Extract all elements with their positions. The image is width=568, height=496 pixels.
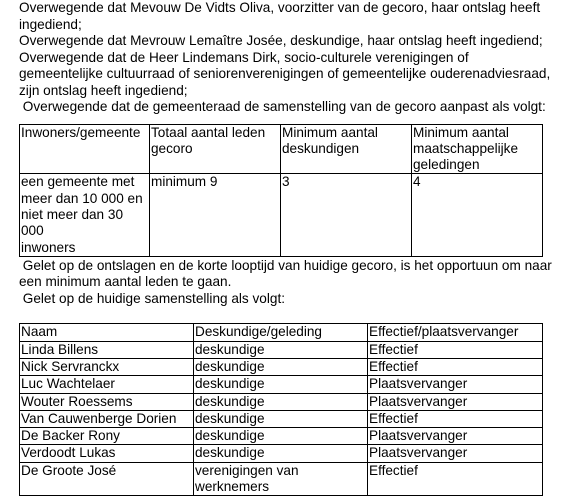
table-row — [20, 358, 543, 375]
intro-line: Overwegende dat de Heer Lindemans Dirk, socio-culturele verenigingen of — [19, 49, 469, 65]
member-status: Effectief — [368, 410, 543, 427]
table-row — [20, 376, 543, 393]
table-header-row — [20, 124, 543, 174]
header-text: Totaal aantal leden — [151, 124, 266, 140]
intro-line: zijn ontslag heeft ingediend; — [19, 82, 188, 98]
member-role: deskundige — [194, 428, 368, 445]
member-name: Linda Billens — [20, 341, 194, 358]
member-role: deskundige — [194, 445, 368, 462]
header-cell — [150, 124, 281, 174]
intro-line: Overwegende dat Mevrouw Lemaître Josée, deskundige, haar ontslag heeft ingediend; — [19, 33, 543, 48]
header-cell: Effectief/plaatsvervanger — [368, 324, 543, 341]
member-role: deskundige — [194, 376, 368, 393]
member-role: deskundige — [194, 358, 368, 375]
table-cell — [20, 174, 150, 256]
cell-text: minimum 9 — [151, 174, 218, 190]
intro-line: Overwegende dat Mevouw De Vidts Oliva, voorzitter van de gecoro, haar ontslag heeft — [19, 0, 541, 15]
cell-text: een gemeente met — [21, 174, 135, 190]
member-status: Plaatsvervanger — [368, 393, 543, 410]
table-row — [20, 393, 543, 410]
member-role: deskundige — [194, 410, 368, 427]
member-status: Plaatsvervanger — [368, 428, 543, 445]
header-text: geledingen — [413, 157, 480, 173]
table-cell — [150, 174, 281, 256]
member-name: Luc Wachtelaer — [20, 376, 194, 393]
member-status: Effectief — [368, 358, 543, 375]
table-row — [20, 341, 543, 358]
member-name: Van Cauwenberge Dorien — [20, 410, 194, 427]
intro-line: gemeentelijke cultuurraad of seniorenverenigingen of gemeentelijke ouderenadviesraad, — [19, 66, 551, 81]
member-role: deskundige — [194, 341, 368, 358]
header-text: deskundigen — [282, 140, 360, 156]
header-cell — [281, 124, 412, 174]
middle-line: Gelet op de huidige samenstelling als volgt: — [19, 290, 285, 306]
intro-line: Overwegende dat de gemeenteraad de samenstelling van de gecoro aanpast als volgt: — [19, 99, 546, 114]
member-status: Effectief — [368, 341, 543, 358]
header-cell — [20, 124, 150, 174]
header-text: maatschappelijke — [413, 140, 519, 156]
header-cell — [412, 124, 543, 174]
header-text: gecoro — [151, 140, 193, 156]
cell-text: 4 — [413, 174, 421, 190]
table-row — [20, 445, 543, 462]
member-status: Effectief — [368, 462, 543, 496]
table-row — [20, 462, 543, 496]
member-name: De Groote José — [20, 462, 194, 496]
intro-line: ingediend; — [19, 16, 82, 32]
composition-rule-table — [19, 124, 543, 257]
document-page — [19, 0, 552, 496]
table-row — [20, 410, 543, 427]
members-table — [19, 323, 543, 496]
header-text: Inwoners/gemeente — [21, 124, 141, 140]
role-line: werknemers — [195, 479, 270, 495]
cell-text: meer dan 10 000 en — [21, 190, 143, 206]
member-name: Verdoodt Lukas — [20, 445, 194, 462]
middle-line: Gelet op de ontslagen en de korte looptijd van huidige gecoro, is het opportuun om naar — [19, 257, 552, 273]
member-status: Plaatsvervanger — [368, 376, 543, 393]
member-role: deskundige — [194, 393, 368, 410]
middle-paragraph — [19, 257, 552, 308]
table-cell — [412, 174, 543, 256]
cell-text: niet meer dan 30 000 — [21, 206, 124, 239]
table-row — [20, 174, 543, 256]
cell-text: 3 — [282, 174, 290, 190]
intro-paragraph — [19, 0, 551, 116]
table-header-row — [20, 324, 543, 341]
member-name: Wouter Roessems — [20, 393, 194, 410]
table-row — [20, 428, 543, 445]
member-role — [194, 462, 368, 496]
header-cell: Deskundige/geleding — [194, 324, 368, 341]
header-text: Minimum aantal — [282, 124, 378, 140]
member-name: Nick Servranckx — [20, 358, 194, 375]
cell-text: inwoners — [21, 239, 76, 255]
table-cell — [281, 174, 412, 256]
member-name: De Backer Rony — [20, 428, 194, 445]
member-status: Plaatsvervanger — [368, 445, 543, 462]
header-cell: Naam — [20, 324, 194, 341]
middle-line: een minimum aantal leden te gaan. — [19, 274, 232, 290]
role-line: verenigingen van — [195, 462, 299, 478]
header-text: Minimum aantal — [413, 124, 509, 140]
